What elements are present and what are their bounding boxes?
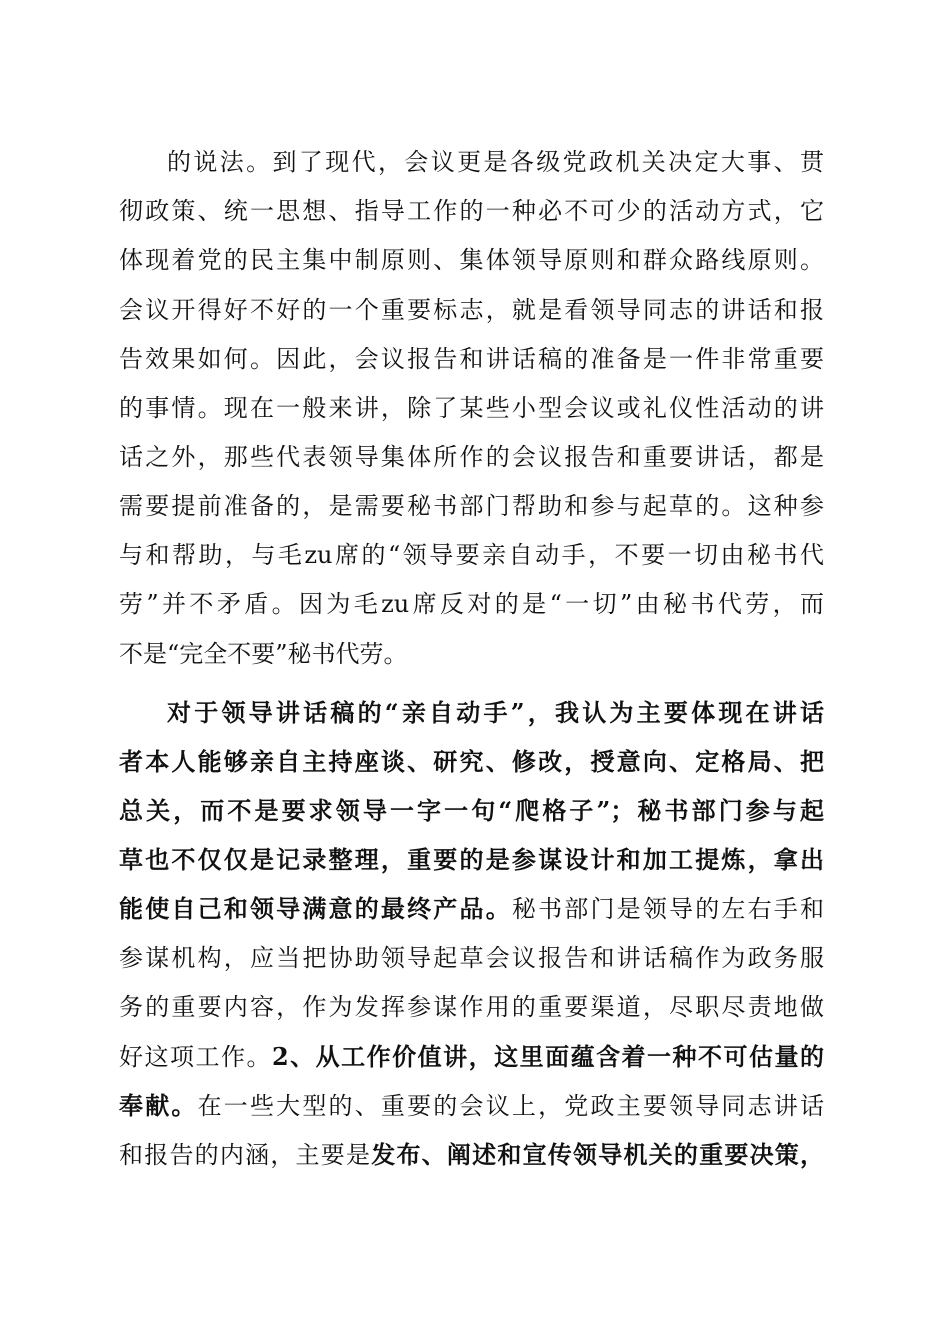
text-line-20 — [119, 1088, 824, 1124]
text-run: 草也不仅仅是记录整理，重要的是参谋设计和加工提炼，拿出 — [119, 845, 824, 874]
text-run: 和报告的内涵，主要是 — [119, 1141, 372, 1169]
text-run: 在一些大型的、重要的会议上，党政主要领导同志讲话 — [197, 1092, 824, 1120]
text-run: 参谋机构，应当把协助领导起草会议报告和讲话稿作为政务服 — [119, 944, 824, 972]
text-run-bold: 奉献。 — [119, 1091, 198, 1120]
text-line-1 — [119, 144, 824, 180]
text-run: 秘书部门是领导的左右手和 — [511, 895, 825, 923]
text-line-6 — [119, 390, 824, 426]
text-line-3 — [119, 242, 824, 278]
text-run-bold: 能使自己和领导满意的最终产品。 — [119, 894, 512, 923]
text-run: 务的重要内容，作为发挥参谋作用的重要渠道，尽职尽责地做 — [119, 993, 824, 1021]
text-run: 需要提前准备的，是需要秘书部门帮助和参与起草的。这种参 — [119, 492, 824, 520]
text-line-14 — [119, 793, 824, 829]
text-run: 体现着党的民主集中制原则、集体领导原则和群众路线原则。 — [119, 246, 824, 274]
text-run: 的说法。到了现代，会议更是各级党政机关决定大事、贯 — [167, 148, 824, 176]
text-line-15 — [119, 842, 824, 878]
text-line-12 — [119, 695, 824, 731]
text-line-11 — [119, 636, 824, 672]
text-run: 的事情。现在一般来讲，除了某些小型会议或礼仪性活动的讲 — [119, 394, 824, 422]
text-line-10 — [119, 586, 824, 622]
text-line-9 — [119, 537, 824, 573]
text-line-16 — [119, 891, 824, 927]
text-line-19 — [119, 1039, 824, 1075]
text-run-bold: 发布、阐述和宣传领导机关的重要决策， — [371, 1140, 825, 1169]
text-line-5 — [119, 341, 824, 377]
text-line-18 — [119, 989, 824, 1025]
text-run: 彻政策、统一思想、指导工作的一种必不可少的活动方式，它 — [119, 197, 824, 225]
text-run: 与和帮助，与毛zu席的“领导要亲自动手，不要一切由秘书代 — [119, 541, 824, 569]
text-run: 好这项工作。 — [119, 1043, 272, 1071]
text-run: 不是“完全不要”秘书代劳。 — [119, 640, 408, 668]
text-run: 话之外，那些代表领导集体所作的会议报告和重要讲话，都是 — [119, 443, 824, 471]
text-run: 者本人能够亲自主持座谈、研究、修改，授意向、定格局、把 — [119, 747, 824, 776]
text-run: 会议开得好不好的一个重要标志，就是看领导同志的讲话和报 — [119, 296, 824, 324]
text-line-2 — [119, 193, 824, 229]
text-line-4 — [119, 292, 824, 328]
text-run: 总关，而不是要求领导一字一句“爬格子”；秘书部门参与起 — [119, 796, 824, 825]
text-line-13 — [119, 744, 824, 780]
text-run: 对于领导讲话稿的“亲自动手”，我认为主要体现在讲话 — [167, 698, 824, 727]
text-line-21 — [119, 1137, 824, 1173]
text-line-17 — [119, 940, 824, 976]
text-run: 告效果如何。因此，会议报告和讲话稿的准备是一件非常重要 — [119, 345, 824, 373]
text-run-bold: 2、从工作价值讲，这里面蕴含着一种不可估量的 — [271, 1042, 825, 1071]
text-run: 劳”并不矛盾。因为毛zu席反对的是“一切”由秘书代劳，而 — [119, 590, 824, 618]
text-line-7 — [119, 439, 824, 475]
text-line-8 — [119, 488, 824, 524]
